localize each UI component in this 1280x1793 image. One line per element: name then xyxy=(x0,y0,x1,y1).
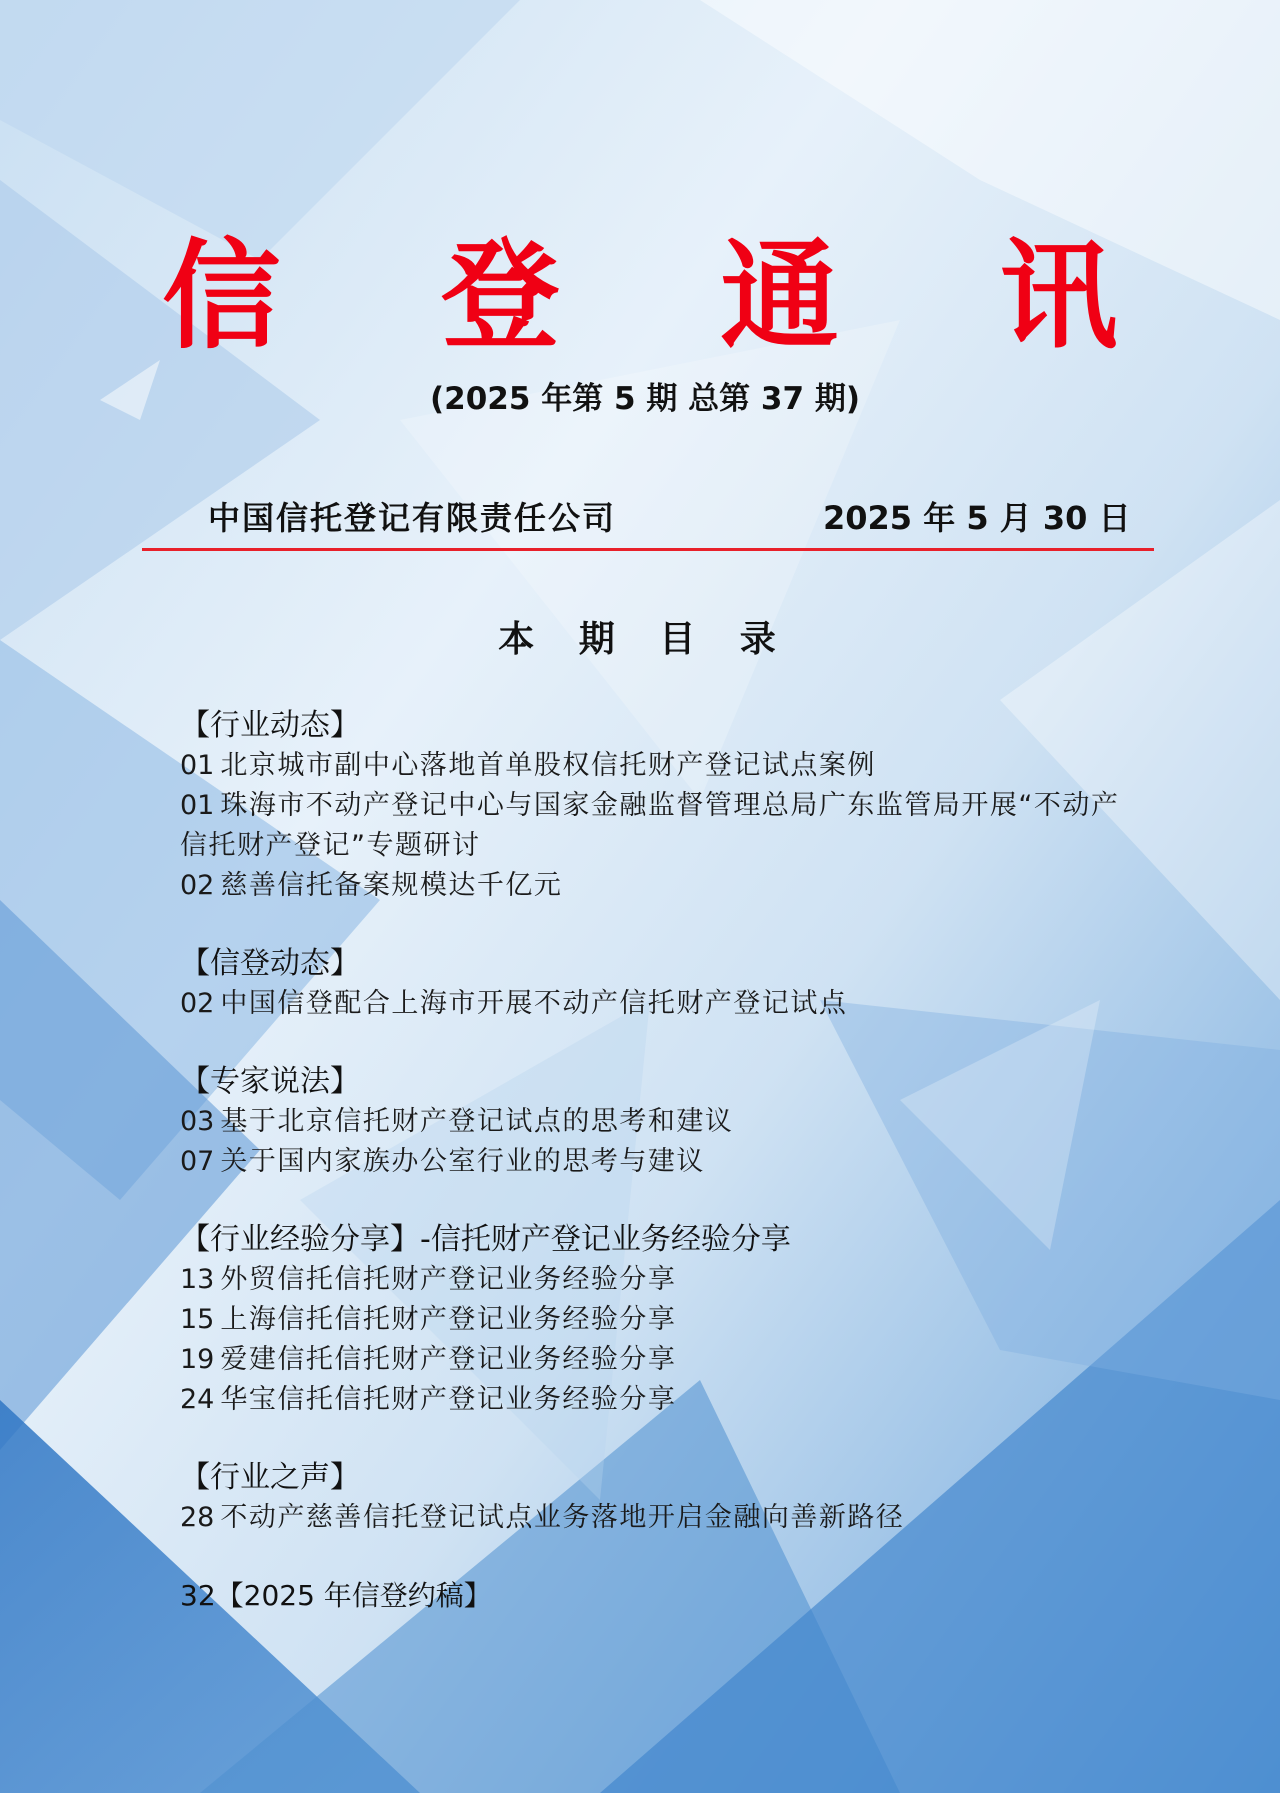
entry-title: 北京城市副中心落地首单股权信托财产登记试点案例 xyxy=(220,750,876,781)
section-heading: 【行业经验分享】-信托财产登记业务经验分享 xyxy=(180,1222,791,1257)
issue-number: (2025 年第 5 期 总第 37 期) xyxy=(429,381,861,417)
entry-title: 中国信登配合上海市开展不动产信托财产登记试点 xyxy=(220,988,848,1019)
entry-page: 02 xyxy=(180,988,215,1019)
section-heading: 【行业动态】 xyxy=(180,708,360,743)
entry-page: 13 xyxy=(180,1264,215,1295)
toc-section xyxy=(180,1220,1140,1420)
entry-title: 基于北京信托财产登记试点的思考和建议 xyxy=(220,1106,734,1137)
toc-entry[interactable] xyxy=(180,984,1140,1024)
entry-title: 华宝信托信托财产登记业务经验分享 xyxy=(220,1384,677,1415)
entry-page: 02 xyxy=(180,870,215,901)
toc-entry[interactable] xyxy=(180,1300,1140,1340)
entry-title: 外贸信托信托财产登记业务经验分享 xyxy=(220,1264,677,1295)
toc-entry[interactable] xyxy=(180,1498,1140,1538)
publish-date: 2025 年 5 月 30 日 xyxy=(823,499,1131,537)
toc-entry[interactable] xyxy=(180,1142,1140,1182)
entry-page: 28 xyxy=(180,1502,215,1533)
toc-section xyxy=(180,1458,1140,1538)
entry-page: 01 xyxy=(180,750,215,781)
entry-page: 19 xyxy=(180,1344,215,1375)
entry-title: 不动产慈善信托登记试点业务落地开启金融向善新路径 xyxy=(220,1502,905,1533)
table-of-contents xyxy=(180,706,1140,1616)
entry-page: 03 xyxy=(180,1106,215,1137)
entry-title: 关于国内家族办公室行业的思考与建议 xyxy=(220,1146,705,1177)
entry-title: 【2025 年信登约稿】 xyxy=(215,1579,492,1612)
red-divider xyxy=(142,548,1154,551)
toc-section xyxy=(180,944,1140,1024)
entry-title: 上海信托信托财产登记业务经验分享 xyxy=(220,1304,677,1335)
toc-title: 本 期 目 录 xyxy=(498,619,792,660)
entry-page: 07 xyxy=(180,1146,215,1177)
entry-page: 24 xyxy=(180,1384,215,1415)
toc-entry[interactable] xyxy=(180,1102,1140,1142)
section-heading: 【专家说法】 xyxy=(180,1064,360,1099)
entry-title: 慈善信托备案规模达千亿元 xyxy=(220,870,563,901)
toc-entry[interactable] xyxy=(180,1380,1140,1420)
toc-section xyxy=(180,1062,1140,1182)
entry-title: 珠海市不动产登记中心与国家金融监督管理总局广东监管局开展“不动产信托财产登记”专题研讨 xyxy=(180,790,1120,861)
entry-page: 15 xyxy=(180,1304,215,1335)
toc-entry[interactable] xyxy=(180,866,1140,906)
section-heading: 【信登动态】 xyxy=(180,946,360,981)
toc-trailer-entry[interactable] xyxy=(180,1576,1140,1616)
toc-entry[interactable] xyxy=(180,786,1140,866)
toc-section xyxy=(180,706,1140,906)
toc-entry[interactable] xyxy=(180,746,1140,786)
entry-page: 01 xyxy=(180,790,215,821)
section-heading: 【行业之声】 xyxy=(180,1460,360,1495)
toc-entry[interactable] xyxy=(180,1340,1140,1380)
entry-title: 爱建信托信托财产登记业务经验分享 xyxy=(220,1344,677,1375)
publisher-name: 中国信托登记有限责任公司 xyxy=(208,499,617,537)
masthead-title: 信 登 通 讯 xyxy=(162,227,1178,365)
entry-page: 32 xyxy=(180,1579,216,1612)
toc-entry[interactable] xyxy=(180,1260,1140,1300)
